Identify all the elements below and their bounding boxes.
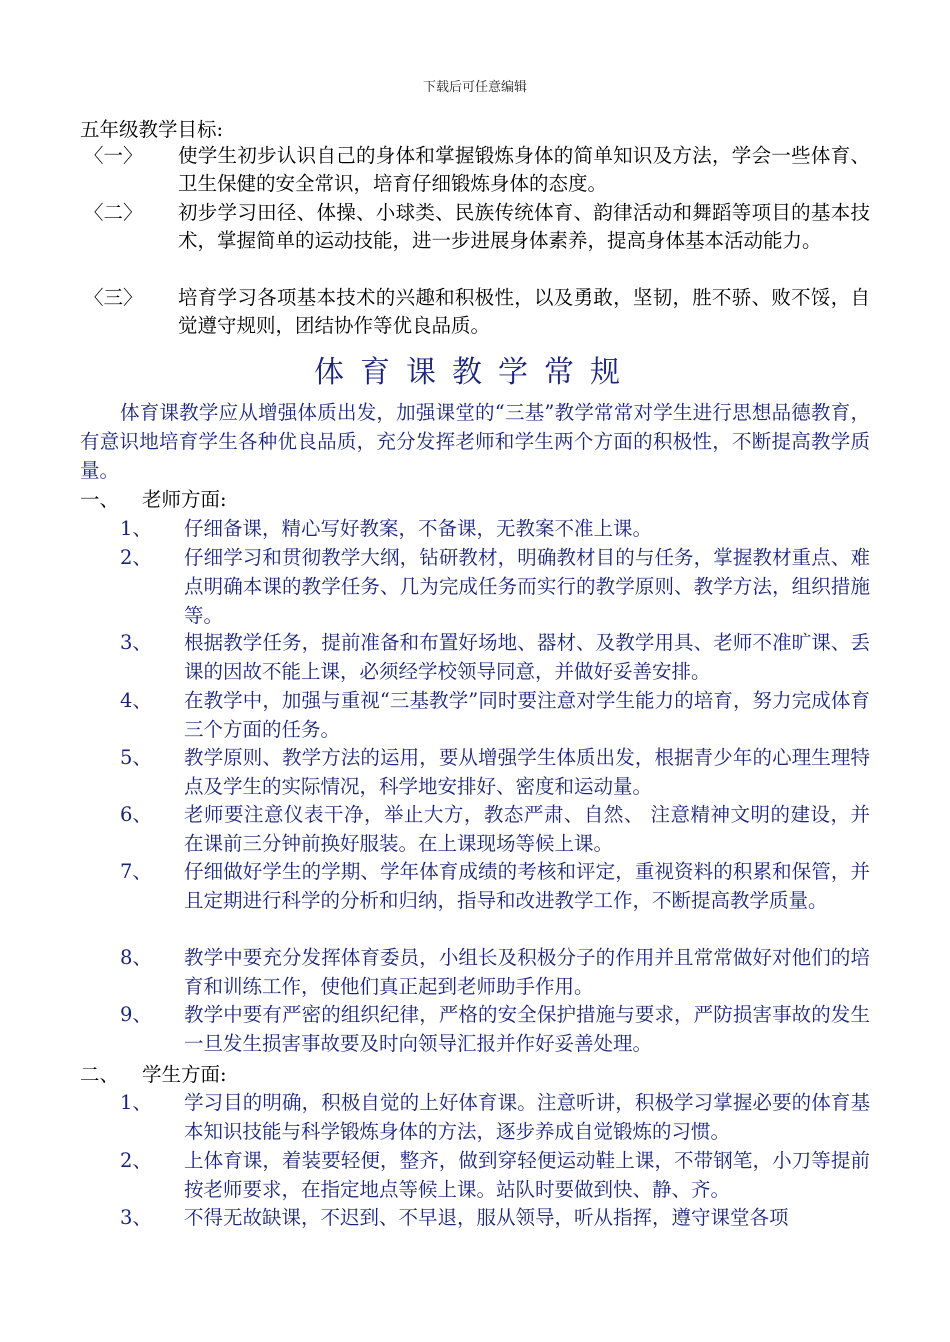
item-text: 仔细做好学生的学期、学年体育成绩的考核和评定，重视资料的积累和保管，并且定期进行科学的分析和归纳，指导和改进教学工作，不断提高教学质量。	[184, 860, 870, 912]
item-text: 仔细学习和贯彻教学大纲，钻研教材，明确教材目的与任务，掌握教材重点、难点明确本课的教学任务、几为完成任务而实行的教学原则、教学方法，组织措施等。	[184, 546, 870, 627]
list-item	[120, 943, 870, 1001]
list-item	[120, 1088, 870, 1146]
item-text: 不得无故缺课，不迟到、不早退，服从领导，听从指挥，遵守课堂各项	[184, 1206, 789, 1229]
intro-paragraph: 体育课教学应从增强体质出发，加强课堂的“三基”教学常常对学生进行思想品德教育，有意识地培育学生各种优良品质，充分发挥老师和学生两个方面的积极性，不断提高教学质量。	[80, 401, 870, 482]
item-text: 上体育课，着装要轻便，整齐，做到穿轻便运动鞋上课，不带钢笔，小刀等提前按老师要求，在指定地点等候上课。站队时要做到快、静、齐。	[184, 1149, 870, 1201]
list-item	[120, 686, 870, 744]
item-text: 学习目的明确，积极自觉的上好体育课。注意听讲，积极学习掌握必要的体育基本知识技能与科学锻炼身体的方法，逐步养成自觉锻炼的习惯。	[184, 1091, 870, 1143]
header-note: 下载后可任意编辑	[422, 80, 527, 95]
item-text: 老师要注意仪表干净，举止大方，教态严肃、自然、 注意精神文明的建设，并在课前三分钟前换好服装。在上课现场等候上课。	[184, 803, 870, 855]
list-item	[120, 1000, 870, 1058]
item-text: 教学原则、教学方法的运用，要从增强学生体质出发，根据青少年的心理生理特点及学生的实际情况，科学地安排好、密度和运动量。	[184, 746, 870, 798]
goal-item	[80, 199, 870, 255]
item-number: 1、	[120, 1091, 152, 1114]
item-number: 7、	[120, 860, 152, 883]
list-item	[120, 628, 870, 686]
item-number: 6、	[120, 803, 152, 826]
teacher-heading-number: 一、	[80, 488, 120, 511]
list-item	[120, 800, 870, 858]
student-heading-number: 二、	[80, 1063, 120, 1086]
list-item	[120, 743, 870, 801]
item-number: 3、	[120, 631, 152, 654]
student-heading	[80, 1061, 227, 1089]
item-number: 1、	[120, 517, 152, 540]
teacher-heading-label: 老师方面:	[142, 488, 227, 511]
item-number: 3、	[120, 1206, 152, 1229]
item-number: 9、	[120, 1003, 152, 1026]
list-item	[120, 857, 870, 915]
list-item	[120, 1146, 870, 1204]
goal-text: 初步学习田径、体操、小球类、民族传统体育、韵律活动和舞蹈等项目的基本技术，掌握简单的运动技能，进一步进展身体素养，提高身体基本活动能力。	[178, 201, 870, 252]
list-item	[120, 1203, 870, 1232]
item-text: 在教学中，加强与重视“三基教学”同时要注意对学生能力的培育，努力完成体育三个方面的任务。	[184, 689, 870, 741]
item-number: 5、	[120, 746, 152, 769]
goal-text: 培育学习各项基本技术的兴趣和积极性，以及勇敢，坚韧，胜不骄、败不馁，自觉遵守规则，团结协作等优良品质。	[178, 286, 870, 337]
item-text: 根据教学任务，提前准备和布置好场地、器材、及教学用具、老师不准旷课、丢课的因故不能上课，必须经学校领导同意，并做好妥善安排。	[184, 631, 870, 683]
page-title: 体育课教学常规	[314, 355, 636, 390]
item-text: 教学中要有严密的组织纪律，严格的安全保护措施与要求，严防损害事故的发生一旦发生损害事故要及时向领导汇报并作好妥善处理。	[184, 1003, 870, 1055]
teacher-heading	[80, 486, 227, 514]
goal-number: 〈二〉	[84, 201, 143, 224]
item-text: 仔细备课，精心写好教案，不备课，无教案不准上课。	[184, 517, 653, 540]
list-item	[120, 543, 870, 630]
goal-number: 〈三〉	[84, 286, 143, 309]
goal-text: 使学生初步认识自己的身体和掌握锻炼身体的简单知识及方法，学会一些体育、卫生保健的安全常识，培育仔细锻炼身体的态度。	[178, 144, 870, 195]
item-number: 8、	[120, 946, 152, 969]
goal-number: 〈一〉	[84, 144, 143, 167]
item-number: 2、	[120, 1149, 152, 1172]
item-text: 教学中要充分发挥体育委员，小组长及积极分子的作用并且常常做好对他们的培育和训练工作，使他们真正起到老师助手作用。	[184, 946, 870, 998]
student-heading-label: 学生方面:	[142, 1063, 227, 1086]
goal-item	[80, 284, 870, 340]
goals-title: 五年级教学目标:	[80, 118, 224, 141]
goal-item	[80, 142, 870, 198]
list-item	[120, 514, 870, 543]
item-number: 4、	[120, 689, 152, 712]
item-number: 2、	[120, 546, 152, 569]
